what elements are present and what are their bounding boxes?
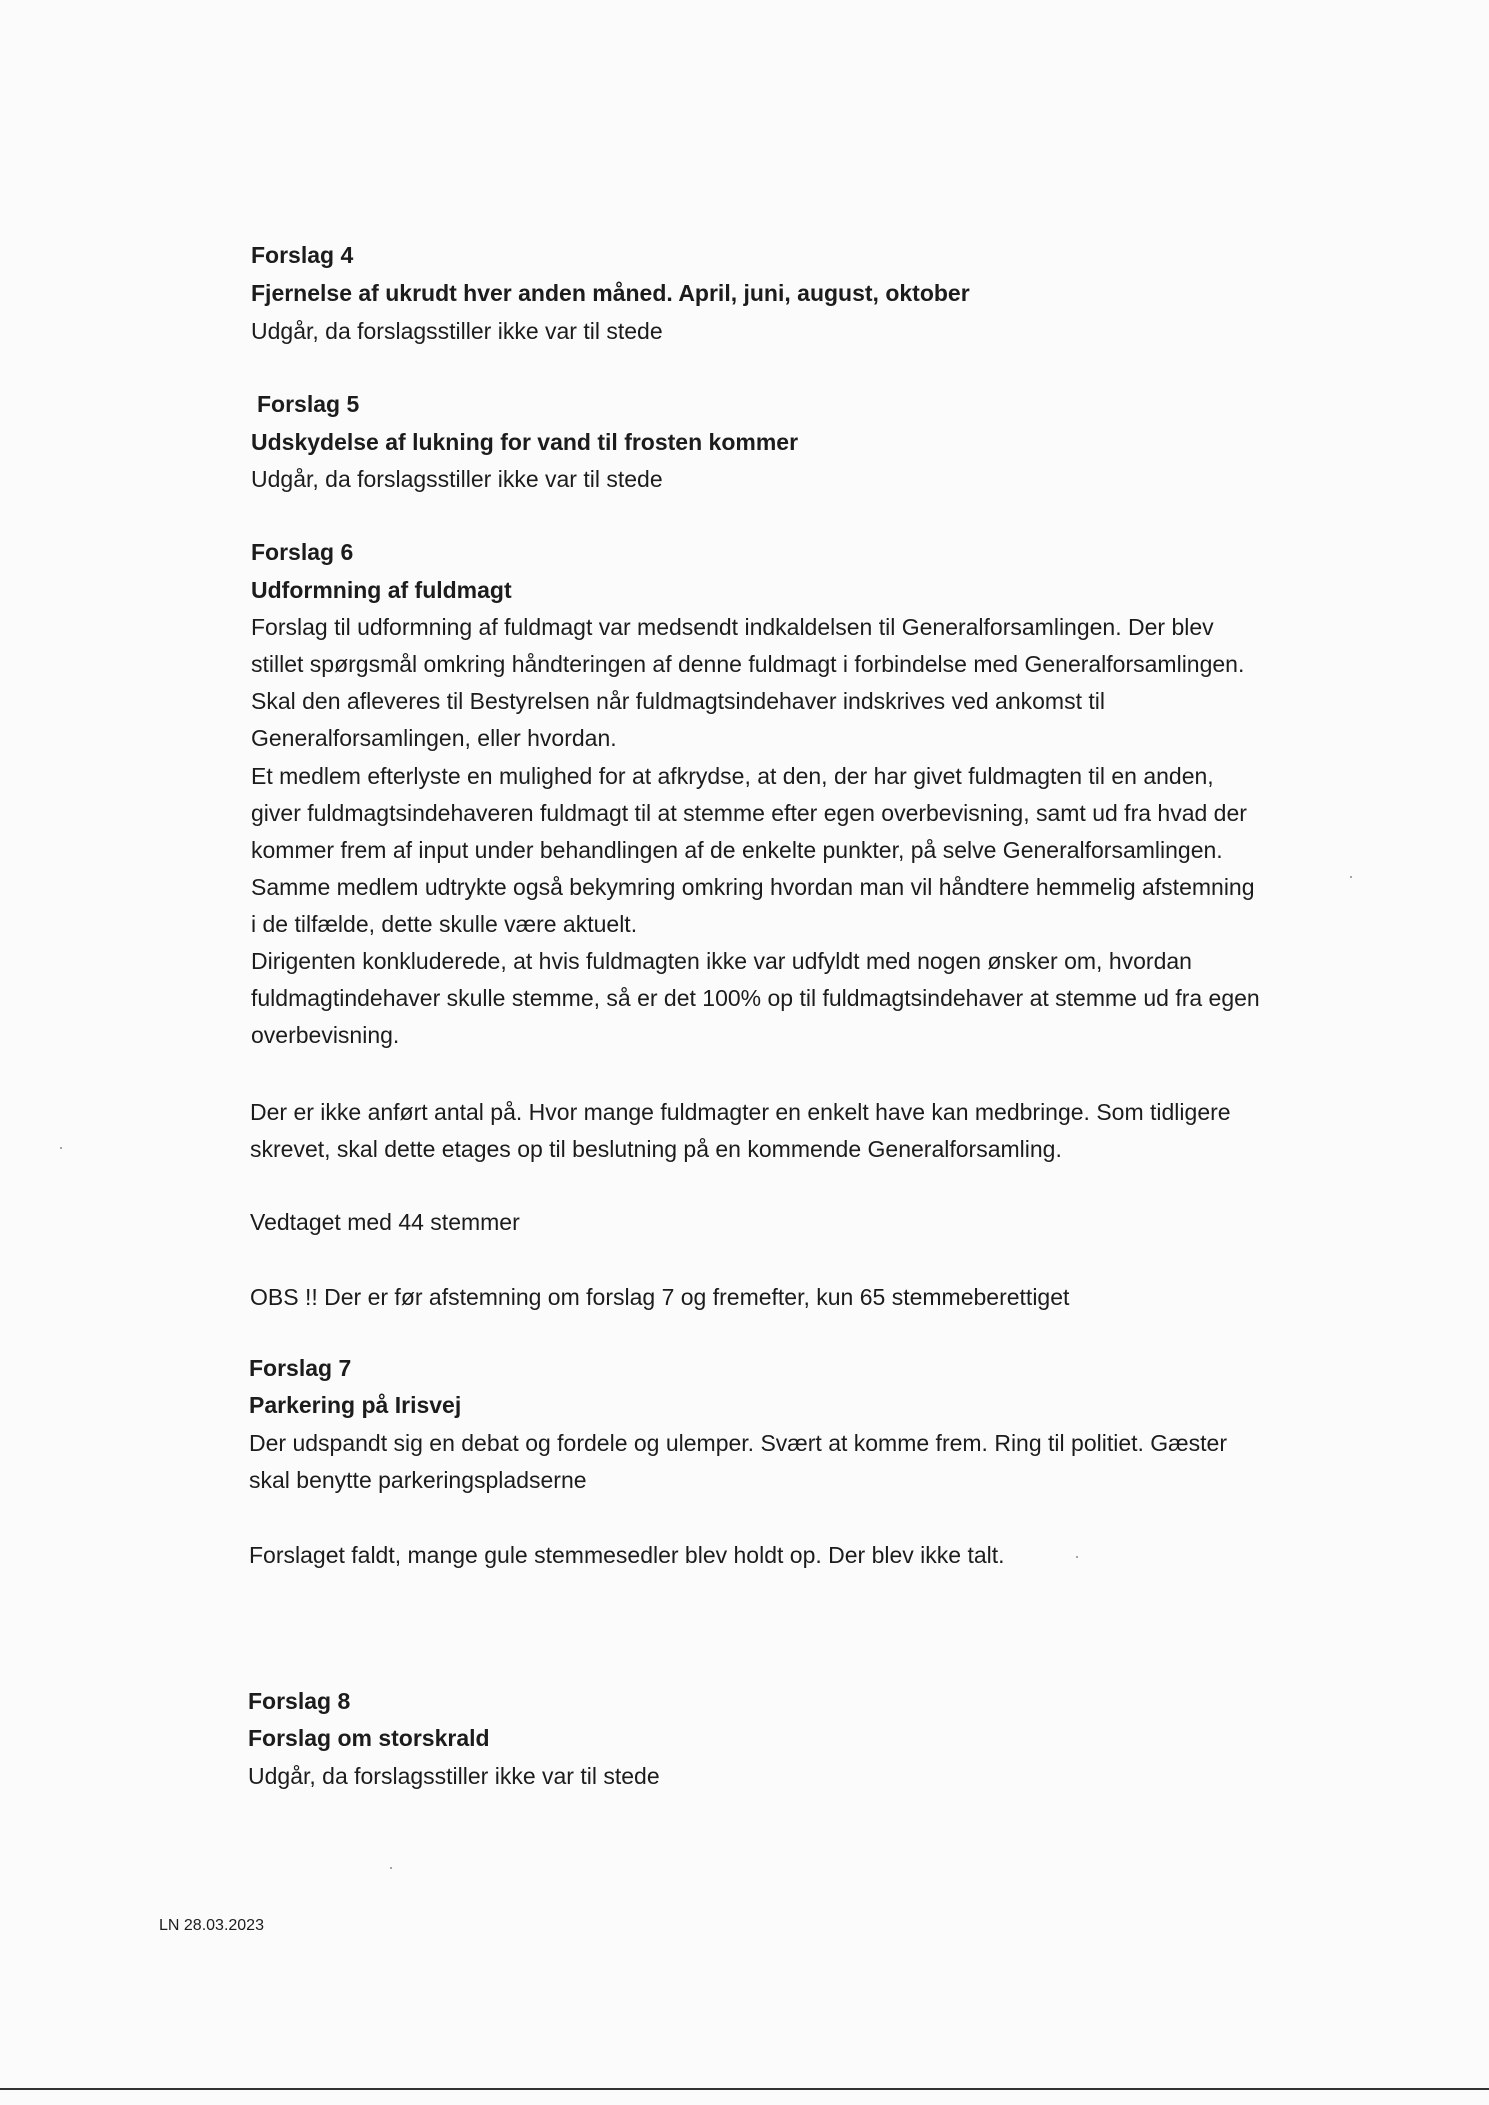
forslag5-title: Udskydelse af lukning for vand til frosten kommer: [251, 429, 799, 455]
scan-speck: [390, 1867, 392, 1869]
forslag4-title: Fjernelse af ukrudt hver anden måned. April, juni, august, oktober: [251, 280, 970, 306]
forslag6-body-line: i de tilfælde, dette skulle være aktuelt.: [251, 911, 638, 937]
forslag6-body-line: Et medlem efterlyste en mulighed for at afkrydse, at den, der har givet fuldmagten til en anden,: [251, 763, 1214, 789]
forslag4-body-line: Udgår, da forslagsstiller ikke var til stede: [251, 318, 663, 344]
forslag4-heading: Forslag 4: [251, 242, 354, 268]
forslag6-body-line: overbevisning.: [251, 1022, 400, 1048]
forslag6-body-line: giver fuldmagtsindehaveren fuldmagt til at stemme efter egen overbevisning, samt ud fra hvad der: [251, 800, 1247, 826]
forslag7-result: Forslaget faldt, mange gule stemmesedler blev holdt op. Der blev ikke talt.: [249, 1542, 1005, 1568]
scan-speck: [1076, 1556, 1078, 1558]
footer-initials-date: LN 28.03.2023: [159, 1917, 264, 1934]
scan-speck: [60, 1147, 62, 1149]
forslag8-title: Forslag om storskrald: [248, 1725, 490, 1751]
obs-notice: OBS !! Der er før afstemning om forslag 7 og fremefter, kun 65 stemmeberettiget: [250, 1284, 1070, 1310]
forslag8-body-line: Udgår, da forslagsstiller ikke var til stede: [248, 1763, 660, 1789]
forslag6-body-line: Dirigenten konkluderede, at hvis fuldmagten ikke var udfyldt med nogen ønsker om, hvordan: [251, 948, 1192, 974]
forslag5-heading: Forslag 5: [257, 391, 360, 417]
forslag7-heading: Forslag 7: [249, 1355, 352, 1381]
forslag7-body-line: Der udspandt sig en debat og fordele og ulemper. Svært at komme frem. Ring til politiet. Gæster: [249, 1430, 1227, 1456]
forslag6-body-line: fuldmagtindehaver skulle stemme, så er det 100% op til fuldmagtsindehaver at stemme ud fra egen: [251, 985, 1260, 1011]
forslag6-body-line: Samme medlem udtrykte også bekymring omkring hvordan man vil håndtere hemmelig afstemning: [251, 874, 1255, 900]
forslag7-title: Parkering på Irisvej: [249, 1392, 462, 1418]
forslag5-body-line: Udgår, da forslagsstiller ikke var til stede: [251, 466, 663, 492]
forslag6-body-line: stillet spørgsmål omkring håndteringen af denne fuldmagt i forbindelse med Generalforsamlingen.: [251, 651, 1245, 677]
forslag6-heading: Forslag 6: [251, 539, 354, 565]
forslag7-body-line: skal benytte parkeringspladserne: [249, 1467, 587, 1493]
forslag6-note-line: skrevet, skal dette etages op til beslutning på en kommende Generalforsamling.: [250, 1136, 1062, 1162]
forslag6-body-line: Generalforsamlingen, eller hvordan.: [251, 725, 617, 751]
forslag6-title: Udformning af fuldmagt: [251, 577, 512, 603]
forslag6-note-line: Der er ikke anført antal på. Hvor mange fuldmagter en enkelt have kan medbringe. Som tidligere: [250, 1099, 1231, 1125]
forslag6-result: Vedtaget med 44 stemmer: [250, 1209, 520, 1235]
forslag6-body-line: kommer frem af input under behandlingen af de enkelte punkter, på selve Generalforsamlingen.: [251, 837, 1223, 863]
forslag6-body-line: Forslag til udformning af fuldmagt var medsendt indkaldelsen til Generalforsamlingen. Der blev: [251, 614, 1214, 640]
scan-speck: [1350, 876, 1352, 878]
forslag6-body-line: Skal den afleveres til Bestyrelsen når fuldmagtsindehaver indskrives ved ankomst til: [251, 688, 1105, 714]
bottom-scan-edge: [0, 2088, 1489, 2090]
forslag8-heading: Forslag 8: [248, 1688, 351, 1714]
